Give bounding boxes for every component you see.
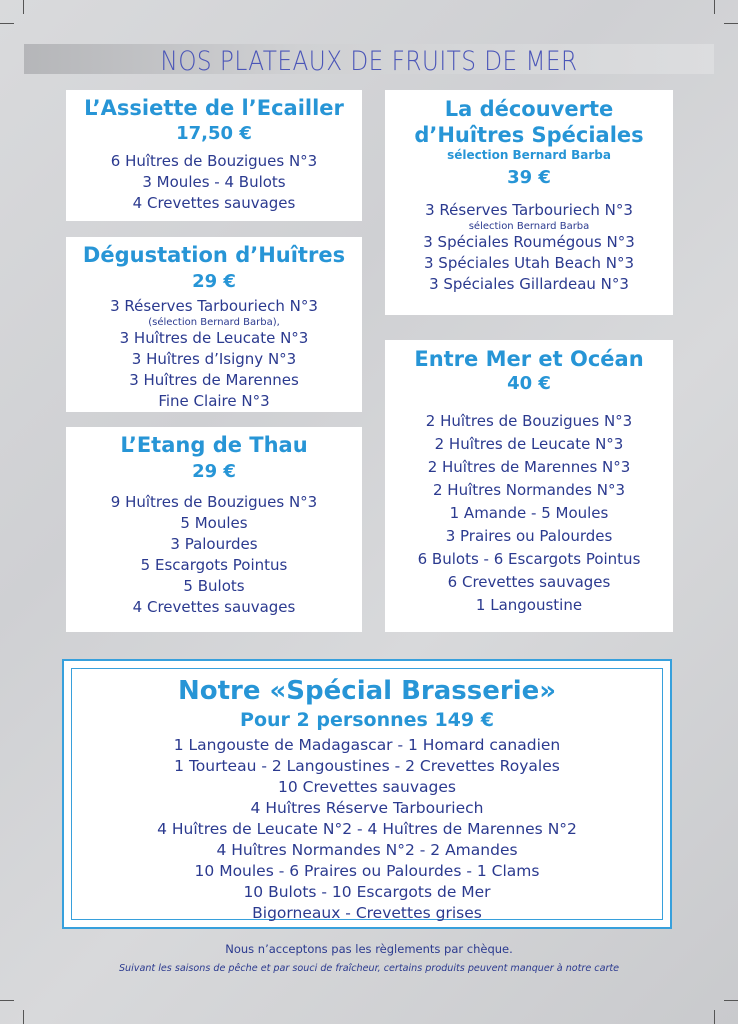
list-item: 1 Amande - 5 Moules [449, 504, 609, 522]
list-item: 3 Réserves Tarbouriech N°3 [425, 201, 633, 219]
box-subtitle: sélection Bernard Barba [447, 148, 611, 162]
list-item: 10 Crevettes sauvages [278, 778, 456, 796]
list-item: 3 Huîtres d’Isigny N°3 [131, 350, 297, 368]
menu-box-decouverte [385, 90, 673, 315]
menu-box-degustation [66, 237, 362, 412]
crop-mark [724, 23, 738, 24]
list-item: 9 Huîtres de Bouzigues N°3 [110, 493, 318, 511]
box-title-line1: La découverte [444, 97, 614, 121]
list-item: 6 Bulots - 6 Escargots Pointus [417, 550, 641, 568]
list-item: Fine Claire N°3 [158, 392, 270, 410]
list-item: 3 Moules - 4 Bulots [142, 173, 286, 191]
list-item: 3 Spéciales Roumégous N°3 [423, 233, 635, 251]
box-title-line2: d’Huîtres Spéciales [414, 123, 644, 147]
list-item: 4 Huîtres Normandes N°2 - 2 Amandes [216, 841, 518, 859]
list-item: 2 Huîtres de Bouzigues N°3 [425, 412, 633, 430]
menu-box-entre [385, 340, 673, 632]
list-item: 6 Huîtres de Bouzigues N°3 [110, 152, 318, 170]
list-item: 4 Crevettes sauvages [132, 194, 296, 212]
crop-mark [724, 1000, 738, 1001]
list-item: 2 Huîtres de Marennes N°3 [427, 458, 631, 476]
list-item: 6 Crevettes sauvages [447, 573, 611, 591]
list-item: 5 Bulots [183, 577, 245, 595]
list-item: 1 Langouste de Madagascar - 1 Homard canadien [173, 736, 561, 754]
box-items [66, 296, 362, 412]
menu-box-assiette [66, 90, 362, 221]
special-price: Pour 2 personnes 149 € [240, 709, 494, 731]
list-item: 4 Crevettes sauvages [132, 598, 296, 616]
list-item: 5 Moules [180, 514, 248, 532]
list-item: 3 Spéciales Gillardeau N°3 [429, 275, 629, 293]
list-item-note: (sélection Bernard Barba), [148, 317, 280, 328]
box-title: Dégustation d’Huîtres [82, 243, 346, 267]
special-inner-frame [71, 668, 663, 920]
box-price: 29 € [192, 461, 236, 482]
list-item: 10 Moules - 6 Praires ou Palourdes - 1 Clams [194, 862, 540, 880]
list-item: 2 Huîtres Normandes N°3 [432, 481, 625, 499]
menu-box-etang [66, 427, 362, 632]
crop-mark [23, 1010, 24, 1024]
box-title: Entre Mer et Océan [414, 347, 644, 371]
list-item: 3 Huîtres de Leucate N°3 [119, 329, 309, 347]
box-items [66, 151, 362, 214]
box-price: 40 € [507, 373, 551, 394]
list-item: 4 Huîtres de Leucate N°2 - 4 Huîtres de Marennes N°2 [157, 820, 577, 838]
list-item: 3 Huîtres de Marennes [129, 371, 299, 389]
list-item: 10 Bulots - 10 Escargots de Mer [243, 883, 491, 901]
box-items [66, 492, 362, 618]
page-title: NOS PLATEAUX DE FRUITS DE MER [160, 46, 578, 77]
list-item-note: sélection Bernard Barba [468, 221, 590, 232]
box-title: L’Etang de Thau [120, 433, 308, 457]
list-item: 5 Escargots Pointus [140, 556, 288, 574]
list-item: 1 Langoustine [475, 596, 583, 614]
crop-mark [714, 1010, 715, 1024]
box-price: 29 € [192, 271, 236, 292]
special-items [72, 735, 662, 924]
list-item: 3 Praires ou Palourdes [445, 527, 613, 545]
list-item: 1 Tourteau - 2 Langoustines - 2 Crevettes Royales [174, 757, 560, 775]
box-price: 17,50 € [176, 123, 252, 144]
payment-note: Nous n’acceptons pas les règlements par chèque. [225, 942, 513, 956]
crop-mark [23, 0, 24, 14]
list-item: 3 Spéciales Utah Beach N°3 [424, 254, 634, 272]
special-title: Notre «Spécial Brasserie» [177, 676, 557, 706]
list-item: 3 Réserves Tarbouriech N°3 [110, 297, 318, 315]
box-title: L’Assiette de l’Ecailler [84, 96, 344, 120]
list-item: 4 Huîtres Réserve Tarbouriech [250, 799, 484, 817]
availability-note: Suivant les saisons de pêche et par souci de fraîcheur, certains produits peuvent manquer à notre carte [118, 963, 620, 974]
list-item: 3 Palourdes [170, 535, 258, 553]
special-brasserie-box [62, 659, 672, 929]
list-item: Bigorneaux - Crevettes grises [252, 904, 482, 922]
box-price: 39 € [507, 167, 551, 188]
crop-mark [714, 0, 715, 14]
crop-mark [0, 1000, 14, 1001]
box-items [385, 200, 673, 295]
box-items [385, 410, 673, 617]
list-item: 2 Huîtres de Leucate N°3 [434, 435, 624, 453]
crop-mark [0, 23, 14, 24]
